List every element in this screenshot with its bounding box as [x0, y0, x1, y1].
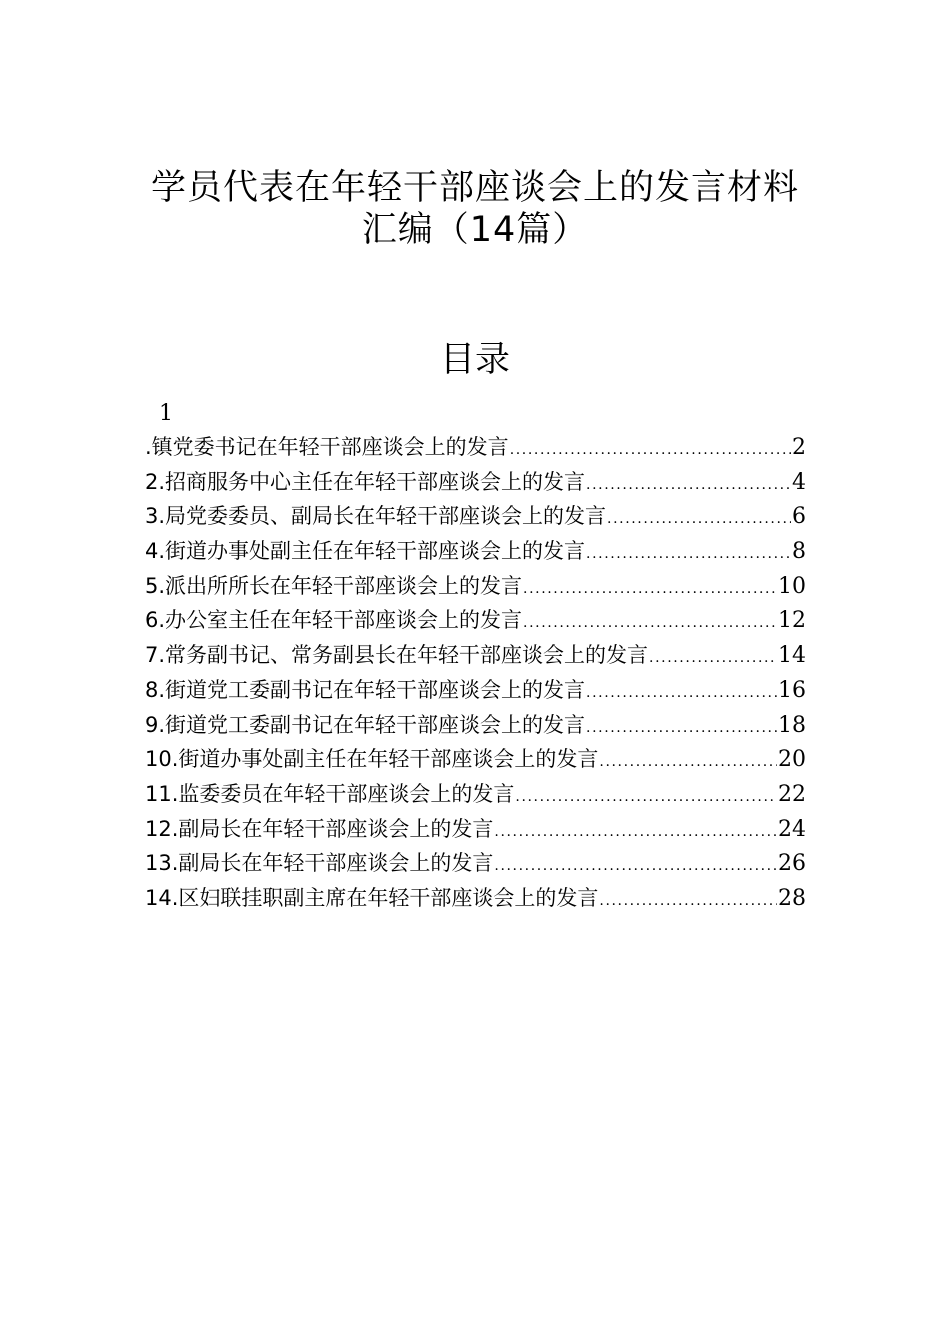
toc-entry[interactable] — [145, 430, 806, 465]
toc-leader-dots — [586, 537, 791, 569]
toc-entry-label: 8.街道党工委副书记在年轻干部座谈会上的发言 — [145, 677, 586, 702]
toc-entry-label: 12.副局长在年轻干部座谈会上的发言 — [145, 816, 494, 841]
toc-entry-label: 7.常务副书记、常务副县长在年轻干部座谈会上的发言 — [145, 643, 649, 668]
toc-entry-label: 14.区妇联挂职副主席在年轻干部座谈会上的发言 — [145, 885, 599, 910]
toc-entry-page: 6 — [792, 504, 806, 530]
toc-leader-dots — [586, 676, 777, 708]
toc-entry-label: 11.监委委员在年轻干部座谈会上的发言 — [145, 781, 515, 806]
toc-leader-dots — [494, 815, 777, 847]
table-of-contents — [145, 398, 806, 916]
toc-leader-dots — [523, 606, 777, 638]
toc-entry-page: 28 — [778, 885, 806, 911]
toc-entry[interactable] — [145, 881, 806, 916]
toc-leader-dots — [515, 780, 777, 812]
toc-entry-page: 8 — [792, 539, 806, 565]
toc-entry[interactable] — [145, 465, 806, 500]
toc-entry[interactable] — [145, 569, 806, 604]
toc-entry[interactable] — [145, 499, 806, 534]
toc-entry-label: 3.局党委委员、副局长在年轻干部座谈会上的发言 — [145, 504, 607, 529]
toc-entry-page: 24 — [778, 816, 806, 842]
toc-entry-label: 13.副局长在年轻干部座谈会上的发言 — [145, 851, 494, 876]
toc-entry[interactable] — [145, 603, 806, 638]
document-title-line-2: 汇编（14篇） — [361, 210, 589, 250]
toc-entry[interactable] — [145, 638, 806, 673]
toc-entry[interactable] — [145, 708, 806, 743]
toc-entry[interactable] — [145, 534, 806, 569]
toc-entry-label: 9.街道党工委副书记在年轻干部座谈会上的发言 — [145, 712, 586, 737]
toc-entry-label: .镇党委书记在年轻干部座谈会上的发言 — [145, 435, 509, 459]
document-title-line-1: 学员代表在年轻干部座谈会上的发言材料 — [150, 168, 799, 208]
toc-leader-dots — [649, 641, 777, 673]
toc-leader-dots — [586, 711, 777, 743]
toc-entry-label: 6.办公室主任在年轻干部座谈会上的发言 — [145, 608, 523, 633]
toc-entry-page: 26 — [778, 851, 806, 877]
toc-entry-label: 2.招商服务中心主任在年轻干部座谈会上的发言 — [145, 469, 586, 494]
toc-leader-dots — [523, 572, 777, 604]
toc-leader-dots — [599, 745, 777, 777]
toc-entry-label: 10.街道办事处副主任在年轻干部座谈会上的发言 — [145, 747, 599, 772]
toc-entry-page: 14 — [778, 643, 806, 669]
toc-leader-dots — [599, 884, 777, 916]
toc-entry-label: 4.街道办事处副主任在年轻干部座谈会上的发言 — [145, 539, 586, 564]
toc-entry[interactable] — [145, 673, 806, 708]
toc-leader-dots — [586, 468, 791, 500]
toc-first-entry-number: 1 — [159, 401, 173, 426]
toc-entry-page: 16 — [778, 677, 806, 703]
toc-entry[interactable] — [145, 777, 806, 812]
toc-entry-page: 4 — [792, 469, 806, 495]
toc-leader-dots — [607, 502, 791, 534]
toc-entry-page: 2 — [792, 435, 806, 460]
toc-entry-label: 5.派出所所长在年轻干部座谈会上的发言 — [145, 573, 523, 598]
toc-entry-page: 10 — [778, 573, 806, 599]
toc-heading: 目录 — [439, 340, 510, 380]
toc-leader-dots — [510, 433, 791, 465]
toc-entry[interactable] — [145, 812, 806, 847]
toc-entry-page: 18 — [778, 712, 806, 738]
toc-entry[interactable] — [145, 742, 806, 777]
toc-entry[interactable] — [145, 846, 806, 881]
toc-entry-page: 20 — [778, 747, 806, 773]
toc-entry-page: 12 — [778, 608, 806, 634]
toc-entry-page: 22 — [778, 781, 806, 807]
toc-leader-dots — [494, 849, 777, 881]
